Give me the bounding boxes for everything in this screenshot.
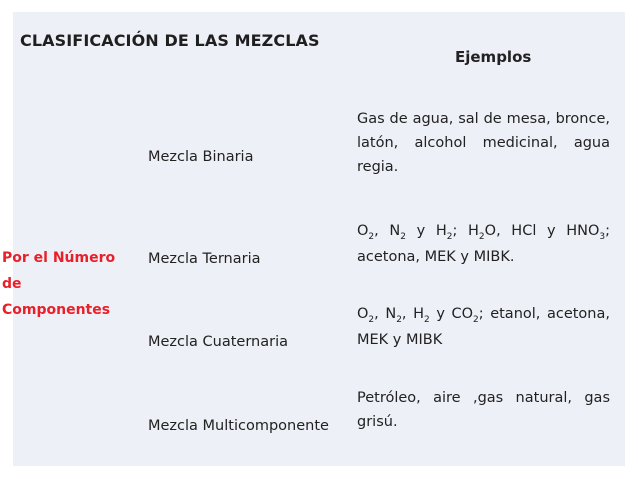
mixture-name-cuaternaria: Mezcla Cuaternaria — [148, 334, 289, 350]
example-multicomponente: Petróleo, aire ,gas natural, gas grisú. — [357, 390, 610, 430]
mixture-name-binaria: Mezcla Binaria — [148, 149, 254, 165]
example-binaria: Gas de agua, sal de mesa, bronce, latón, alcohol medicinal, agua regia. — [357, 111, 610, 175]
category-label — [2, 245, 132, 323]
mixture-name-ternaria: Mezcla Ternaria — [148, 251, 261, 267]
category-line: de — [2, 276, 22, 292]
example-ternaria: $O_2$, $N_2$ y $H_2$; $H_2O$, HCl y $HNO_3$; acetona, MEK y MIBK. — [357, 223, 611, 265]
mixture-name-multicomponente: Mezcla Multicomponente — [148, 418, 329, 434]
examples-header: Ejemplos — [455, 48, 532, 66]
table-title: CLASIFICACIÓN DE LAS MEZCLAS — [20, 31, 320, 50]
category-line: Componentes — [2, 302, 111, 318]
example-cuaternaria: $O_2$, $N_2$, $H_2$ y $CO_2$; etanol, acetona, MEK y MIBK — [357, 306, 610, 348]
category-line: Por el Número — [2, 250, 116, 266]
